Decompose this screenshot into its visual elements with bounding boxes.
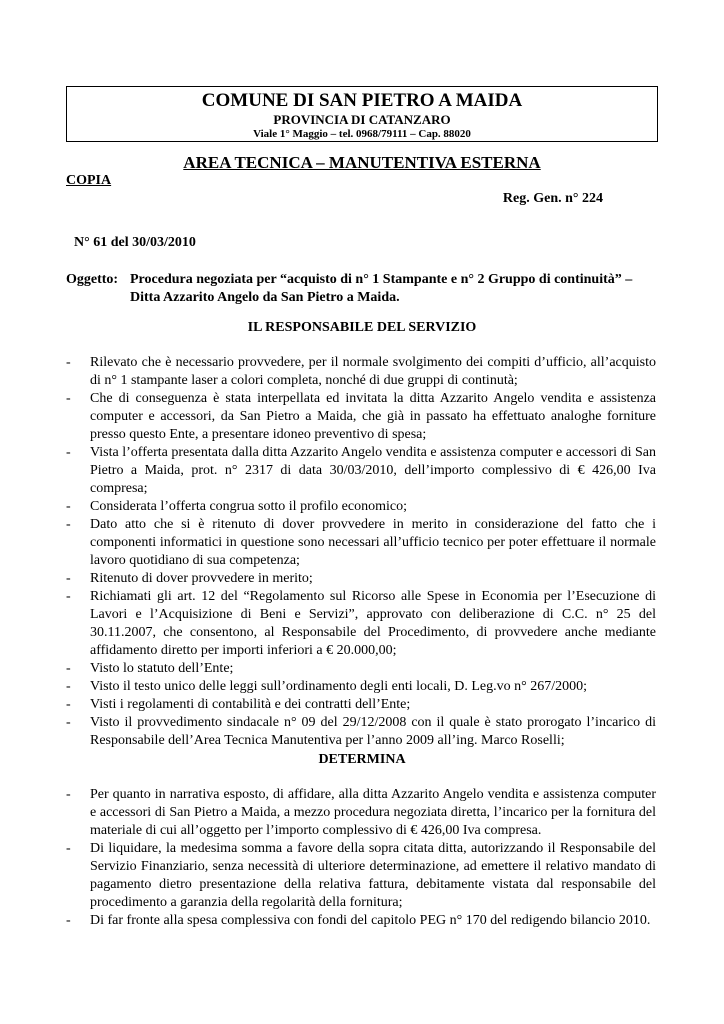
premise-text: Considerata l’offerta congrua sotto il profilo economico; <box>90 499 407 514</box>
list-item <box>66 516 656 570</box>
list-item <box>66 444 656 498</box>
responsabile-heading: IL RESPONSABILE DEL SERVIZIO <box>247 320 477 335</box>
list-item <box>66 570 656 588</box>
address-line: Viale 1° Maggio – tel. 0968/79111 – Cap. 88020 <box>253 128 471 140</box>
province-line: PROVINCIA DI CATANZARO <box>273 112 451 127</box>
premise-text: Richiamati gli art. 12 del “Regolamento sul Ricorso alle Spese in Economia per l’Esecuzione di Lavori e l’Acquisizione di Beni e Servizi”, approvato con deliberazione di C.C. n° 25 del 30.11.2007, che consentono, al Responsabile del Procedimento, di provvedere anche mediante affidamento diretto per importi inferiori a € 20.000,00; <box>90 589 656 658</box>
list-item <box>66 588 656 660</box>
premise-text: Visto il testo unico delle leggi sull’ordinamento degli enti locali, D. Leg.vo n° 267/2000; <box>90 679 588 694</box>
list-item <box>66 678 656 696</box>
list-item <box>66 696 656 714</box>
bullet-dash: - <box>66 841 71 856</box>
determination-text: Per quanto in narrativa esposto, di affidare, alla ditta Azzarito Angelo vendita e assistenza computer e accessori di San Pietro a Maida, a mezzo procedura negoziata diretta, l’incarico per la fornitura del materiale di cui all’oggetto per l’importo complessivo di € 426,00 Iva compresa. <box>90 787 656 838</box>
subject-label: Oggetto: <box>66 272 119 287</box>
premise-text: Che di conseguenza è stata interpellata ed invitata la ditta Azzarito Angelo vendita e assistenza computer e accessori, da San Pietro a Maida, che già in passato ha effettuato analoghe forniture presso questo Ente, a presentare idoneo preventivo di spesa; <box>90 391 656 442</box>
reg-gen-number: Reg. Gen. n° 224 <box>502 191 603 206</box>
bullet-dash: - <box>66 499 71 514</box>
bullet-dash: - <box>66 679 71 694</box>
list-item <box>66 714 656 750</box>
list-item <box>66 498 656 516</box>
list-item <box>66 354 656 390</box>
municipality-title: COMUNE DI SAN PIETRO A MAIDA <box>201 90 523 111</box>
subject-line-1: Procedura negoziata per “acquisto di n° 1 Stampante e n° 2 Gruppo di continuità” – <box>130 272 633 287</box>
list-item <box>66 912 656 930</box>
bullet-dash: - <box>66 787 71 802</box>
list-item <box>66 390 656 444</box>
bullet-dash: - <box>66 517 71 532</box>
determina-heading: DETERMINA <box>318 752 406 767</box>
bullet-dash: - <box>66 661 71 676</box>
list-item <box>66 786 656 840</box>
premises-list <box>66 354 656 750</box>
subject-block <box>66 271 658 307</box>
list-item <box>66 840 656 912</box>
premise-text: Vista l’offerta presentata dalla ditta Azzarito Angelo vendita e assistenza computer e accessori di San Pietro a Maida, prot. n° 2317 di data 30/03/2010, dell’importo complessivo di € 426,00 Iva compresa; <box>90 445 656 496</box>
bullet-dash: - <box>66 697 71 712</box>
premise-text: Visto lo statuto dell’Ente; <box>90 661 234 676</box>
copia-label: COPIA <box>66 173 112 188</box>
determination-text: Di far fronte alla spesa complessiva con fondi del capitolo PEG n° 170 del redigendo bilancio 2010. <box>90 913 651 928</box>
premise-text: Dato atto che si è ritenuto di dover provvedere in merito in considerazione del fatto che i componenti informatici in questione sono necessari all’ufficio tecnico per poter effettuare il normale lavoro quotidiano di sua competenza; <box>90 517 656 568</box>
determinations-list <box>66 786 656 930</box>
bullet-dash: - <box>66 445 71 460</box>
header-box <box>66 86 658 142</box>
area-title: AREA TECNICA – MANUTENTIVA ESTERNA <box>183 153 541 172</box>
list-item <box>66 660 656 678</box>
bullet-dash: - <box>66 589 71 604</box>
subject-line-2: Ditta Azzarito Angelo da San Pietro a Maida. <box>130 290 400 305</box>
determination-text: Di liquidare, la medesima somma a favore della sopra citata ditta, autorizzando il Responsabile del Servizio Finanziario, senza necessità di ulteriore determinazione, ad emettere il relativo mandato di pagamento dietro presentazione della relativa fattura, debitamente vistata dal responsabile del procedimento a garanzia della regolarità della fornitura; <box>90 841 656 910</box>
determination-number: N° 61 del 30/03/2010 <box>74 235 196 250</box>
premise-text: Visto il provvedimento sindacale n° 09 del 29/12/2008 con il quale è stato prorogato l’incarico di Responsabile dell’Area Tecnica Manutentiva per l’anno 2009 all’ing. Marco Roselli; <box>90 715 656 748</box>
bullet-dash: - <box>66 355 71 370</box>
premise-text: Rilevato che è necessario provvedere, per il normale svolgimento dei compiti d’ufficio, all’acquisto di n° 1 stampante laser a colori completa, nonché di due gruppi di continutà; <box>90 355 656 388</box>
premise-text: Ritenuto di dover provvedere in merito; <box>90 571 313 586</box>
bullet-dash: - <box>66 715 71 730</box>
bullet-dash: - <box>66 913 71 928</box>
bullet-dash: - <box>66 391 71 406</box>
bullet-dash: - <box>66 571 71 586</box>
premise-text: Visti i regolamenti di contabilità e dei contratti dell’Ente; <box>90 697 411 712</box>
